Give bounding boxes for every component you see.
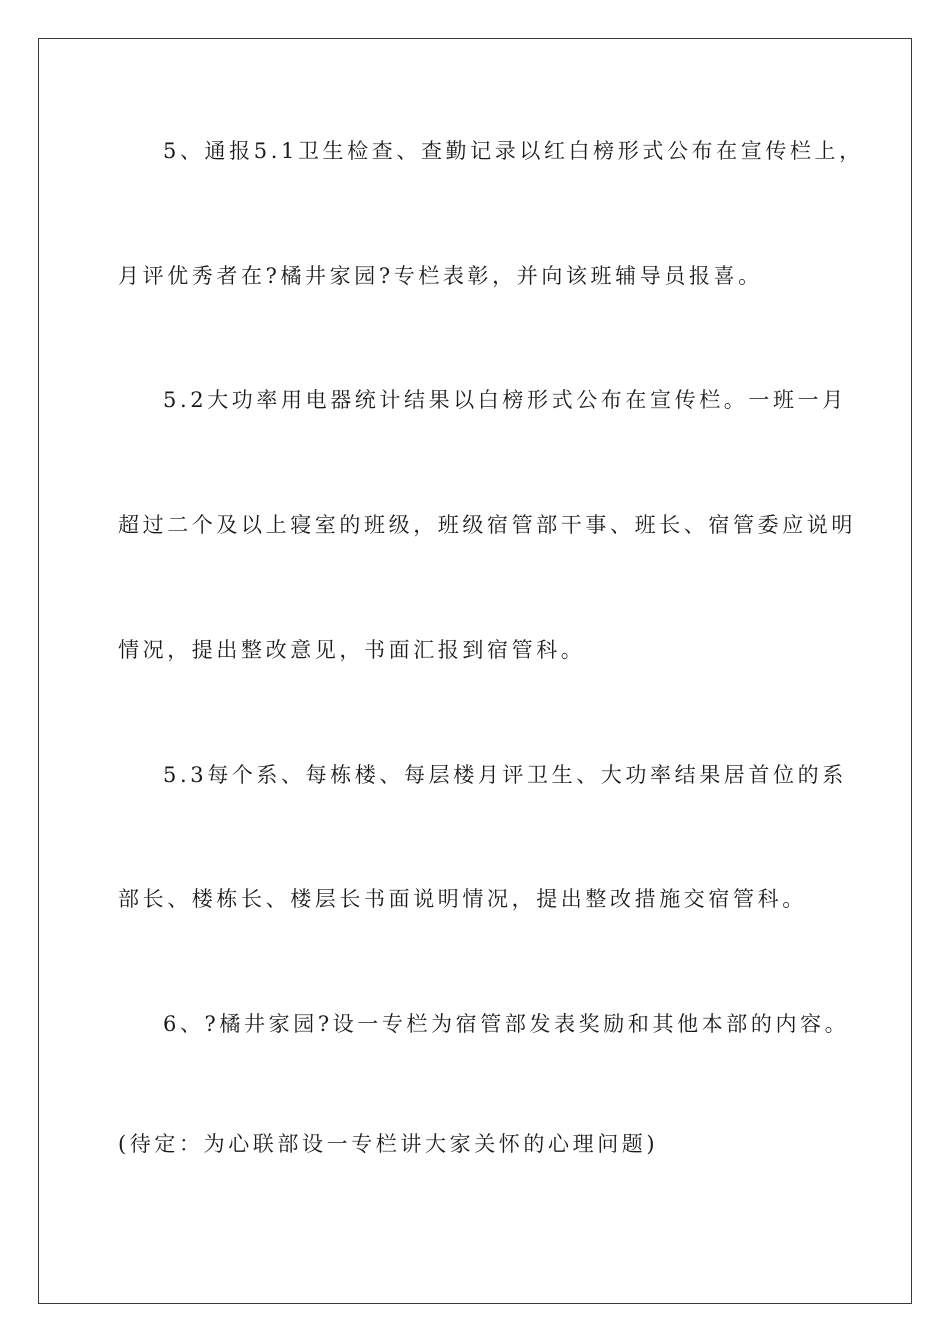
text-line: 部长、楼栋长、楼层长书面说明情况，提出整改措施交宿管科。	[118, 887, 807, 911]
text-line: 情况，提出整改意见，书面汇报到宿管科。	[118, 638, 586, 662]
text-line: 5、通报5.1卫生检查、查勤记录以红白榜形式公布在宣传栏上，	[163, 139, 864, 163]
text-line: 5.2大功率用电器统计结果以白榜形式公布在宣传栏。一班一月	[163, 388, 847, 412]
text-line: 5.3每个系、每栋楼、每层楼月评卫生、大功率结果居首位的系	[163, 763, 847, 787]
text-line: 6、?橘井家园?设一专栏为宿管部发表奖励和其他本部的内容。	[163, 1012, 850, 1036]
text-line: (待定：为心联部设一专栏讲大家关怀的心理问题)	[118, 1132, 659, 1156]
text-line: 超过二个及以上寝室的班级，班级宿管部干事、班长、宿管委应说明	[118, 513, 856, 537]
page-border	[38, 38, 912, 1304]
text-line: 月评优秀者在?橘井家园?专栏表彰，并向该班辅导员报喜。	[118, 264, 763, 288]
